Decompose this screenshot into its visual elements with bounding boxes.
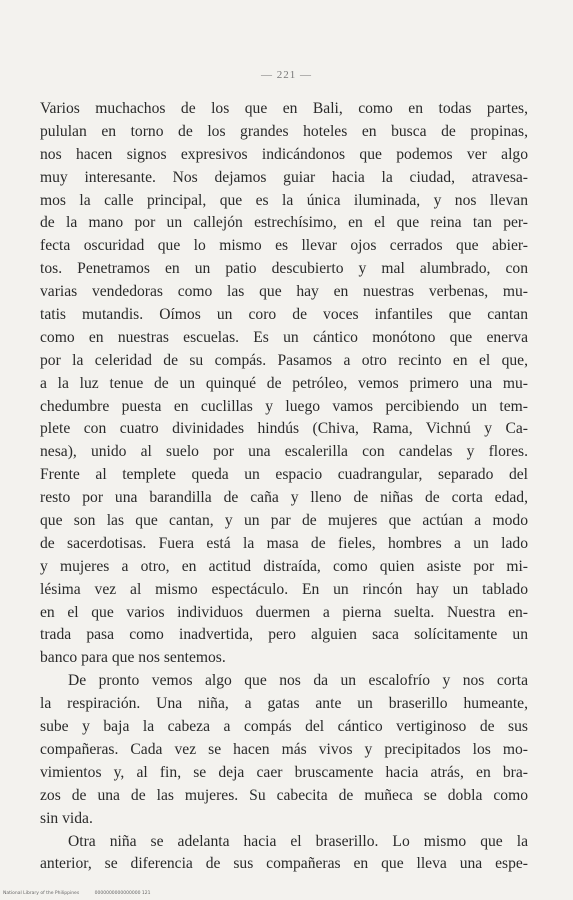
text-line: que son las que cantan, y un par de mujeres que actúan a modo [40,512,528,530]
scan-footer [3,891,164,896]
text-line: fecta oscuridad que lo mismo es llevar ojos cerrados que abier- [40,237,528,255]
text-line: trada pasa como inadvertida, pero alguien saca solícitamente un [40,626,528,644]
text-line: y mujeres a otro, en actitud distraída, como quien asiste por mi- [40,557,528,575]
text-line: mos la calle principal, que es la única iluminada, y nos llevan [40,191,528,209]
text-line: banco para que nos sentemos. [40,649,226,667]
text-line: zos de una de las mujeres. Su cabecita de muñeca se dobla como [40,786,528,804]
text-line: en el que varios individuos duermen a pierna suelta. Nuestra en- [40,603,528,621]
text-line: de la mano por un callejón estrechísimo, en el que reina tan per- [40,214,528,232]
text-line: De pronto vemos algo que nos da un escalofrío y nos corta [68,672,528,690]
text-line: nos hacen signos expresivos indicándonos que podemos ver algo [40,145,528,163]
text-line: muy interesante. Nos dejamos guiar hacia la ciudad, atravesa- [40,168,528,186]
text-line: por la celeridad de su compás. Pasamos a otro recinto en el que, [40,351,528,369]
text-line: la respiración. Una niña, a gatas ante un braserillo humeante, [40,695,528,713]
text-line: sube y baja la cabeza a compás del cántico vertiginoso de sus [40,718,528,736]
text-line: Varios muchachos de los que en Bali, como en todas partes, [40,100,528,117]
text-line: Otra niña se adelanta hacia el braserillo. Lo mismo que la [68,832,528,850]
footer-library-name: National Library of the Philippines [3,891,80,896]
text-line: tatis mutandis. Oímos un coro de voces infantiles que cantan [40,306,528,324]
text-line: tos. Penetramos en un patio descubierto y mal alumbrado, con [40,260,528,278]
text-line: sin vida. [40,809,93,827]
text-line: pululan en torno de los grandes hoteles en busca de propinas, [40,122,528,140]
text-line: varias vendedoras como las que hay en nuestras verbenas, mu- [40,283,528,301]
text-line: vimientos y, al fin, se deja caer bruscamente hacia atrás, en bra- [40,763,528,781]
text-line: plete con cuatro divinidades hindús (Chiva, Rama, Vichnú y Ca- [40,420,528,438]
text-line: Frente al templete queda un espacio cuadrangular, separado del [40,466,528,484]
page-number: — 221 — [261,69,312,81]
text-line: resto por una barandilla de caña y lleno de niñas de corta edad, [40,489,528,507]
text-line: a la luz tenue de un quinqué de petróleo, vemos primero una mu- [40,374,528,392]
text-line: de sacerdotisas. Fuera está la masa de fieles, hombres a un lado [40,534,528,552]
text-line: anterior, se diferencia de sus compañeras en que lleva una espe- [40,855,528,873]
footer-scan-id: 0000000000000000 121 [94,891,151,896]
text-line: compañeras. Cada vez se hacen más vivos y precipitados los mo- [40,740,528,758]
text-line: lésima vez al mismo espectáculo. En un rincón hay un tablado [40,580,528,598]
text-line: chedumbre puesta en cuclillas y luego vamos percibiendo un tem- [40,397,528,415]
text-line: como en nuestras escuelas. Es un cántico monótono que enerva [40,328,528,346]
body-text [40,98,528,876]
text-line: nesa), unido al suelo por una escalerilla con candelas y flores. [40,443,528,461]
